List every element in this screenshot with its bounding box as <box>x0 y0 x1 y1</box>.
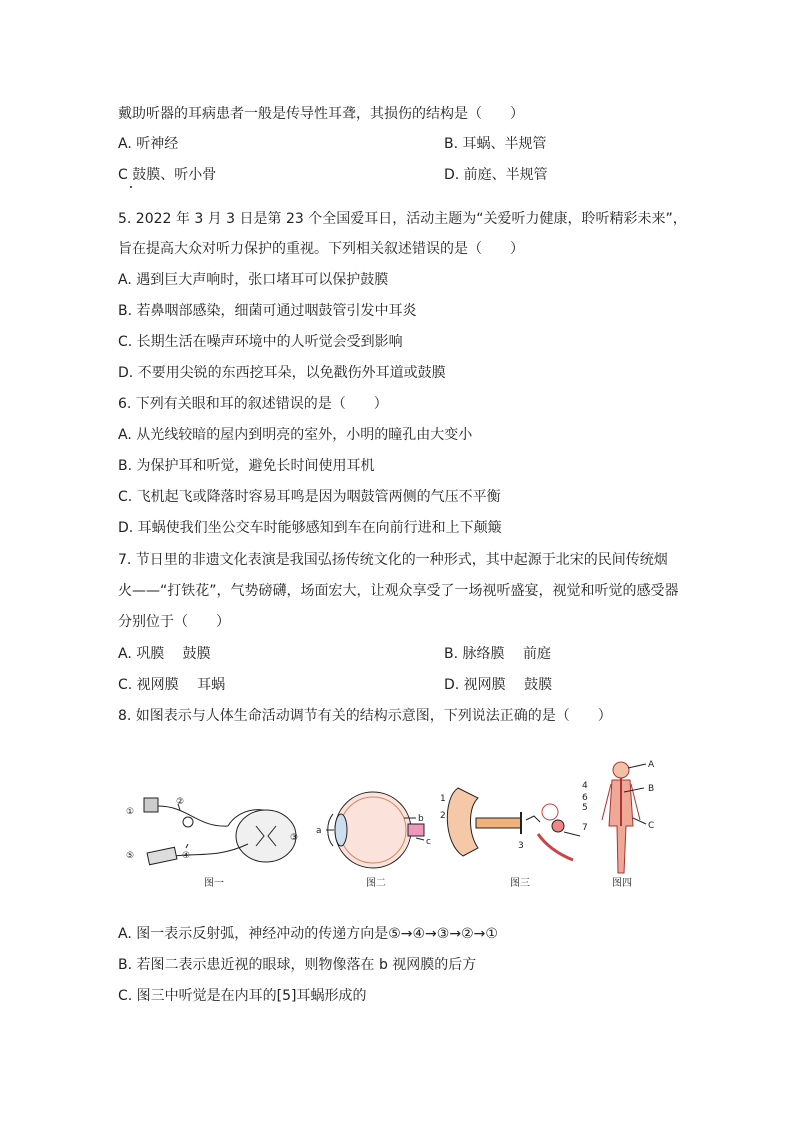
leader-4 <box>186 844 188 848</box>
q5-option-a: A. 遇到巨大声响时，张口堵耳可以保护鼓膜 <box>118 272 389 288</box>
ear-canal <box>476 818 521 828</box>
q6-option-d: D. 耳蜗使我们坐公交车时能够感知到车在向前行进和上下颠簸 <box>118 520 502 536</box>
cochlea <box>552 820 564 832</box>
eyeball-diagram <box>326 792 424 868</box>
effector-muscle <box>147 847 177 865</box>
q5-stem-line2: 旨在提高大众对听力保护的重视。下列相关叙述错误的是（ ） <box>118 241 524 257</box>
body-nervous-diagram <box>602 762 646 873</box>
q7-option-a: A. 巩膜 鼓膜 <box>118 646 211 662</box>
fig3-label-2: 2 <box>440 811 446 821</box>
q7-option-d: D. 视网膜 鼓膜 <box>444 677 553 693</box>
lens <box>335 814 347 846</box>
fig2-label-a: a <box>316 826 322 836</box>
caption-fig3: 图三 <box>510 878 530 889</box>
fig3-label-3: 3 <box>518 841 524 851</box>
q6-option-a: A. 从光线较暗的屋内到明亮的室外，小明的瞳孔由大变小 <box>118 427 473 443</box>
caption-fig2: 图二 <box>366 878 386 889</box>
q8-figure-drawing <box>118 748 678 898</box>
q7-stem-line1: 7. 节日里的非遗文化表演是我国弘扬传统文化的一种形式，其中起源于北宋的民间传统烟 <box>118 552 668 568</box>
leader-c <box>416 838 424 840</box>
leader-A <box>628 764 646 768</box>
q4-option-c: C 鼓膜、听小骨 <box>118 167 217 183</box>
reflex-arc-diagram <box>144 798 299 865</box>
q7-option-b: B. 脉络膜 前庭 <box>444 646 551 662</box>
q5-option-b: B. 若鼻咽部感染，细菌可通过咽鼓管引发中耳炎 <box>118 303 417 319</box>
q8-option-c: C. 图三中听觉是在内耳的[5]耳蜗形成的 <box>118 988 367 1004</box>
fig3-label-5: 5 <box>582 803 588 813</box>
q7-option-c: C. 视网膜 耳蜗 <box>118 677 226 693</box>
fig1-label-3: ③ <box>290 833 299 843</box>
q4-option-b: B. 耳蜗、半规管 <box>444 136 547 152</box>
q5-option-c: C. 长期生活在噪声环境中的人听觉会受到影响 <box>118 334 403 350</box>
caption-fig1: 图一 <box>204 878 224 889</box>
q4-stem: 戴助听器的耳病患者一般是传导性耳聋，其损伤的结构是（ ） <box>118 106 524 122</box>
q6-option-c: C. 飞机起飞或降落时容易耳鸣是因为咽鼓管两侧的气压不平衡 <box>118 489 501 505</box>
semicircular-canals <box>542 804 558 820</box>
q4-option-d: D. 前庭、半规管 <box>444 167 548 183</box>
leader-7 <box>564 832 580 836</box>
receptor-skin <box>144 798 158 812</box>
q5-option-d: D. 不要用尖锐的东西挖耳朵，以免戳伤外耳道或鼓膜 <box>118 365 446 381</box>
head <box>613 762 629 778</box>
fig3-label-7: 7 <box>582 823 588 833</box>
auricle <box>447 788 478 856</box>
fig4-label-A: A <box>648 760 655 770</box>
ear-diagram <box>447 788 580 860</box>
fig4-label-B: B <box>648 784 655 794</box>
q5-stem-line1: 5. 2022 年 3 月 3 日是第 23 个全国爱耳日，活动主题为“关爱听力健康，聆听精彩未来”， <box>118 211 687 227</box>
q7-stem-line3: 分别位于（ ） <box>118 614 230 630</box>
eustachian-tube <box>538 834 573 860</box>
spinal-cord <box>236 810 299 862</box>
ossicles <box>526 816 540 822</box>
fig4-label-C: C <box>648 821 655 831</box>
fig2-label-c: c <box>426 837 431 847</box>
q8-option-a: A. 图一表示反射弧，神经冲动的传递方向是⑤→④→③→②→① <box>118 926 498 942</box>
q8-option-b: B. 若图二表示患近视的眼球，则物像落在 b 视网膜的后方 <box>118 957 477 973</box>
q8-stem: 8. 如图表示与人体生命活动调节有关的结构示意图，下列说法正确的是（ ） <box>118 708 612 724</box>
ganglion <box>183 817 193 827</box>
fig3-label-1: 1 <box>440 794 446 804</box>
caption-fig4: 图四 <box>612 878 632 889</box>
fig3-label-4: 4 <box>582 781 588 791</box>
q7-stem-line2: 火——“打铁花”，气势磅礴，场面宏大，让观众享受了一场视听盛宴，视觉和听觉的感受器 <box>118 583 679 599</box>
optic-nerve <box>408 824 424 836</box>
fig2-label-b: b <box>418 814 424 824</box>
fig1-label-4: ④ <box>182 851 191 861</box>
fig1-label-5: ⑤ <box>126 851 135 861</box>
q8-figure <box>118 748 678 898</box>
q6-stem: 6. 下列有关眼和耳的叙述错误的是（ ） <box>118 396 388 412</box>
fig1-label-2: ② <box>176 797 185 807</box>
fig1-label-1: ① <box>126 807 135 817</box>
stray-dot <box>130 186 132 188</box>
q4-option-a: A. 听神经 <box>118 136 179 152</box>
q6-option-b: B. 为保护耳和听觉，避免长时间使用耳机 <box>118 458 375 474</box>
fig3-label-6: 6 <box>582 793 588 803</box>
